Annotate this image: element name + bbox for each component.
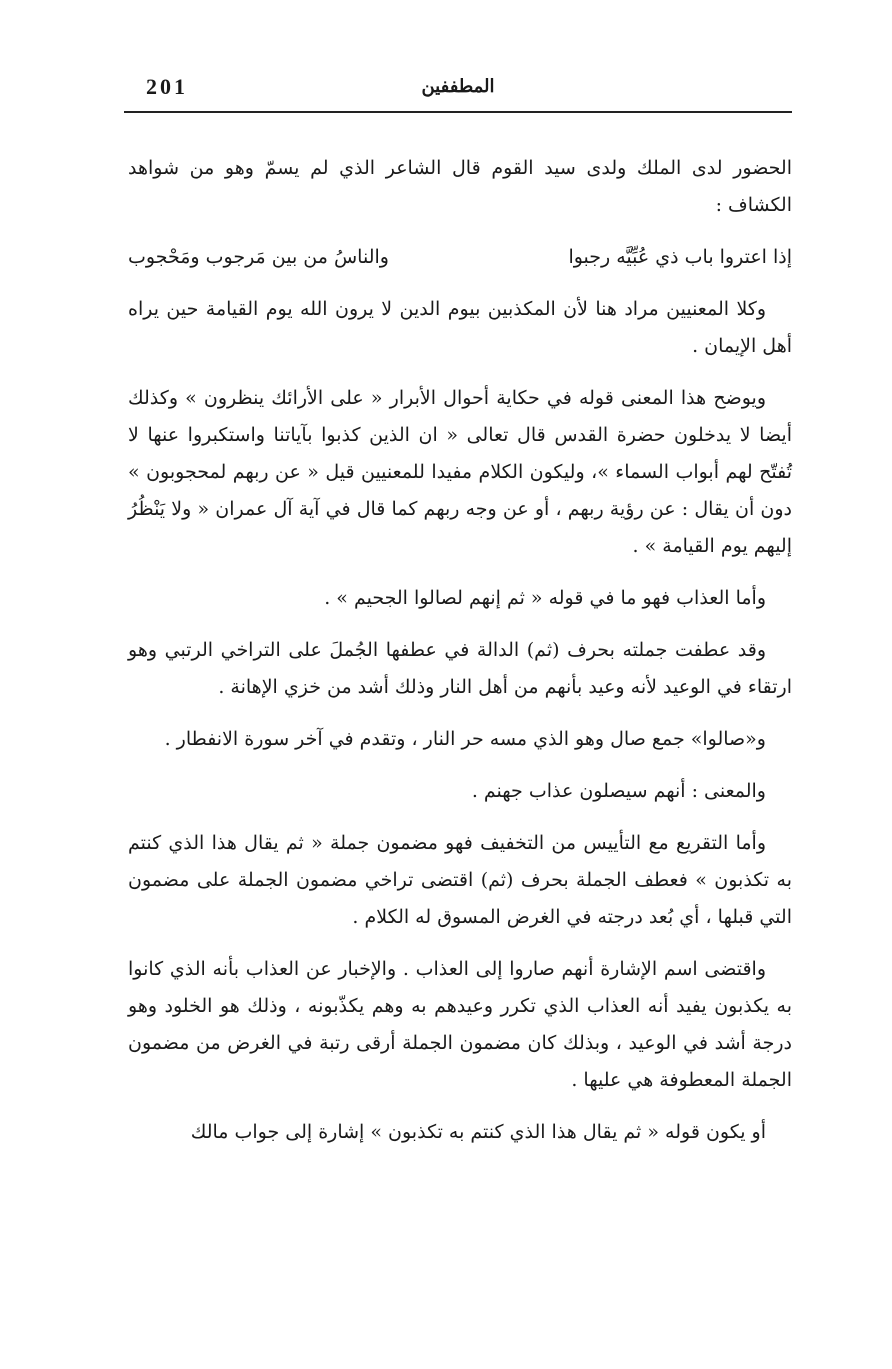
paragraph-6: و«صالوا» جمع صال وهو الذي مسه حر النار ، وتقدم في آخر سورة الانفطار .: [164, 728, 766, 750]
paragraph-4: وأما العذاب فهو ما في قوله « ثم إنهم لصالوا الجحيم » .: [324, 587, 766, 609]
paragraph-8: وأما التقريع مع التأييس من التخفيف فهو مضمون جملة « ثم يقال هذا الذي كنتم به تكذبون » فعطف الجملة بحرف (ثم) اقتضى تراخي مضمون الجملة على مضمون التي قبلها ، أي بُعد درجته في الغرض المسوق له الكلام .: [128, 832, 792, 928]
verse-first-hemistich: إذا اعتروا باب ذي عُبِّيَّه رجبوا: [568, 246, 792, 268]
body-text: [128, 150, 792, 1166]
paragraph-9: واقتضى اسم الإشارة أنهم صاروا إلى العذاب . والإخبار عن العذاب بأنه الذي كانوا به يكذبون يفيد أنه العذاب الذي تكرر وعيدهم به وهم يكذّبونه ، وذلك هو الخلود وهو درجة أشد في الوعيد ، وبذلك كان مضمون الجملة أرقى رتبة في الغرض من مضمون الجملة المعطوفة هي عليها .: [128, 958, 792, 1091]
page-header: [124, 68, 792, 108]
paragraph-2: وكلا المعنيين مراد هنا لأن المكذبين بيوم الدين لا يرون الله يوم القيامة حين يراه أهل الإيمان .: [128, 298, 792, 357]
paragraph-1: الحضور لدى الملك ولدى سيد القوم قال الشاعر الذي لم يسمّ وهو من شواهد الكشاف :: [128, 157, 792, 216]
poetry-verse: [128, 239, 792, 276]
paragraph-7: والمعنى : أنهم سيصلون عذاب جهنم .: [471, 780, 766, 802]
header-rule: [124, 111, 792, 113]
paragraph-5: وقد عطفت جملته بحرف (ثم) الدالة في عطفها الجُملَ على التراخي الرتبي وهو ارتقاء في الوعيد لأنه وعيد بأنهم من أهل النار وذلك أشد من خزي الإهانة .: [128, 639, 792, 698]
paragraph-10: أو يكون قوله « ثم يقال هذا الذي كنتم به تكذبون » إشارة إلى جواب مالك: [190, 1121, 766, 1143]
page-number: 201: [146, 74, 188, 99]
running-title: المطففين: [421, 76, 495, 97]
paragraph-3: ويوضح هذا المعنى قوله في حكاية أحوال الأبرار « على الأرائك ينظرون » وكذلك أيضا لا يدخلون حضرة القدس قال تعالى « ان الذين كذبوا بآياتنا واستكبروا عنها لا تُفتّح لهم أبواب السماء »، وليكون الكلام مفيدا للمعنيين قيل « عن ربهم لمحجوبون » دون أن يقال : عن رؤية ربهم ، أو عن وجه ربهم كما قال في آية آل عمران « ولا يَنْظُرُ إليهم يوم القيامة » .: [128, 387, 792, 557]
verse-second-hemistich: والناسُ من بين مَرجوب ومَحْجوب: [128, 246, 389, 268]
